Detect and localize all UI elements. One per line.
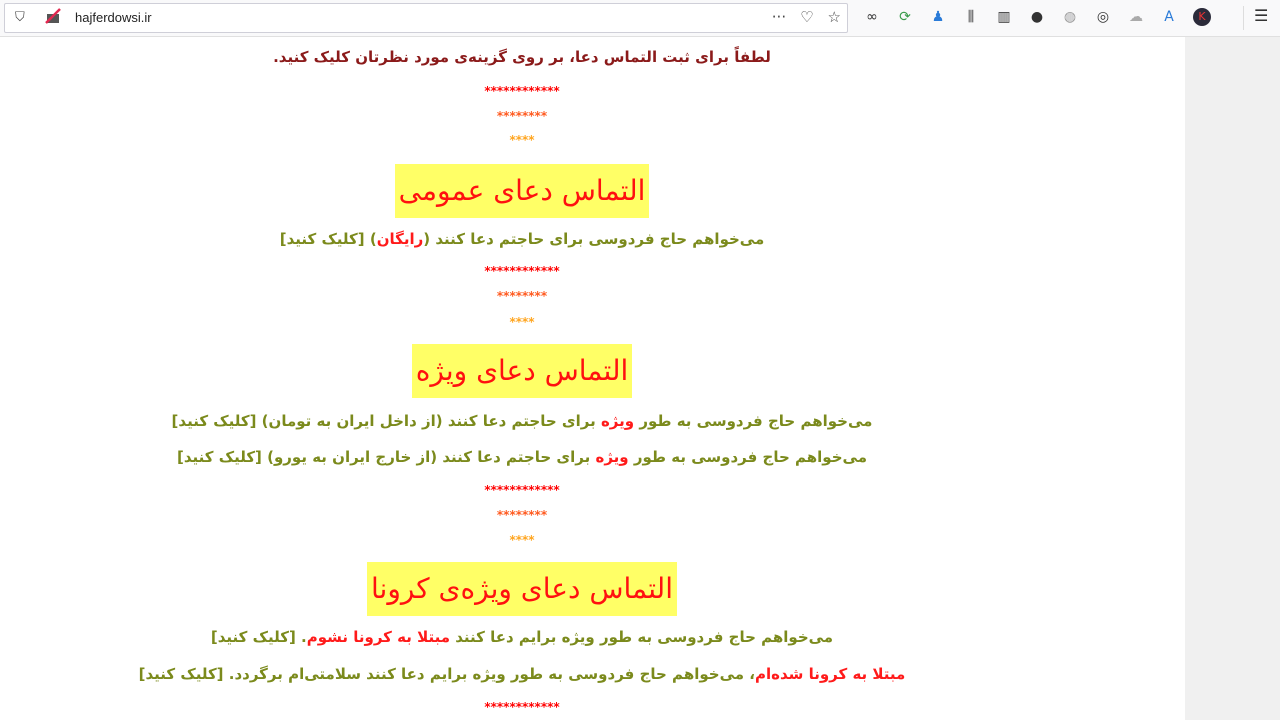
url-text[interactable]: hajferdowsi.ir (75, 10, 152, 25)
sidebar-icon[interactable]: ▥ (997, 9, 1011, 25)
link-extension-icon[interactable]: ◎ (1096, 9, 1110, 25)
stars-divider: **** (509, 133, 535, 147)
highlight-text: مبتلا به کرونا نشوم (306, 628, 450, 646)
highlight-text: مبتلا به کرونا شده‌ام (754, 665, 906, 683)
stars-divider: ************ (484, 700, 560, 714)
link-special-euro[interactable] (0, 448, 1044, 466)
section-title-corona: التماس دعای ویژه‌ی کرونا (367, 562, 677, 616)
mask-icon[interactable]: ∞ (866, 9, 878, 25)
highlight-text: ویژه (595, 448, 629, 466)
insecure-lock-icon[interactable] (45, 8, 61, 24)
library-icon[interactable]: ⫼ (967, 9, 975, 25)
browser-toolbar (0, 0, 1280, 37)
link-text: . [کلیک کنید] (210, 628, 307, 646)
address-bar[interactable] (4, 3, 848, 33)
link-corona-prevent[interactable] (0, 628, 1044, 646)
toolbar-divider (1243, 6, 1244, 30)
page-content (0, 37, 1185, 720)
globe-icon[interactable]: ◍ (1063, 9, 1077, 25)
stars-divider: ******** (496, 508, 548, 522)
stars-divider: ************ (484, 264, 560, 278)
bookmark-star-icon[interactable]: ☆ (827, 8, 841, 26)
section-title-special: التماس دعای ویژه (412, 344, 633, 398)
link-text: می‌خواهم حاج فردوسی به طور (634, 412, 873, 430)
k-avatar-icon[interactable]: K (1192, 7, 1212, 27)
link-text: می‌خواهم حاج فردوسی برای حاجتم دعا کنند ( (423, 230, 765, 248)
link-general-prayer[interactable] (0, 230, 1044, 248)
cloud-icon[interactable]: ☁ (1129, 9, 1143, 25)
section-title-general: التماس دعای عمومی (395, 164, 650, 218)
instruction-text: لطفاً برای ثبت التماس دعا، بر روی گزینه‌ی مورد نظرتان کلیک کنید. (273, 48, 771, 66)
highlight-text: ویژه (600, 412, 635, 430)
pocket-icon[interactable]: ♡ (800, 8, 814, 26)
stars-divider: **** (509, 533, 535, 547)
profile-icon[interactable]: ● (1030, 9, 1044, 25)
stars-divider: **** (509, 315, 535, 329)
link-text: می‌خواهم حاج فردوسی به طور ویژه برایم دعا کنند (450, 628, 834, 646)
translate-icon[interactable]: A (1164, 9, 1174, 25)
tracking-shield-icon[interactable]: ⛉ (15, 10, 25, 25)
stars-divider: ************ (484, 84, 560, 98)
link-special-toman[interactable] (0, 412, 1044, 430)
refresh-extension-icon[interactable]: ⟳ (899, 9, 911, 25)
account-extension-icon[interactable]: ♟ (931, 9, 945, 25)
link-text: برای حاجتم دعا کنند (از خارج ایران به یورو) [کلیک کنید] (177, 448, 596, 466)
highlight-text: رایگان (376, 230, 424, 248)
link-corona-recover[interactable] (0, 665, 1044, 683)
stars-divider: ******** (496, 289, 548, 303)
link-text: می‌خواهم حاج فردوسی به طور (628, 448, 867, 466)
link-text: برای حاجتم دعا کنند (از داخل ایران به تومان) [کلیک کنید] (171, 412, 601, 430)
link-text: ، می‌خواهم حاج فردوسی به طور ویژه برایم دعا کنند سلامتی‌ام برگردد. [کلیک کنید] (138, 665, 755, 683)
stars-divider: ************ (484, 483, 560, 497)
stars-divider: ******** (496, 109, 548, 123)
scrollbar-area[interactable] (1185, 37, 1280, 720)
hamburger-menu-icon[interactable]: ☰ (1254, 6, 1269, 25)
link-text: ) [کلیک کنید] (279, 230, 377, 248)
more-icon[interactable]: ··· (771, 8, 787, 26)
